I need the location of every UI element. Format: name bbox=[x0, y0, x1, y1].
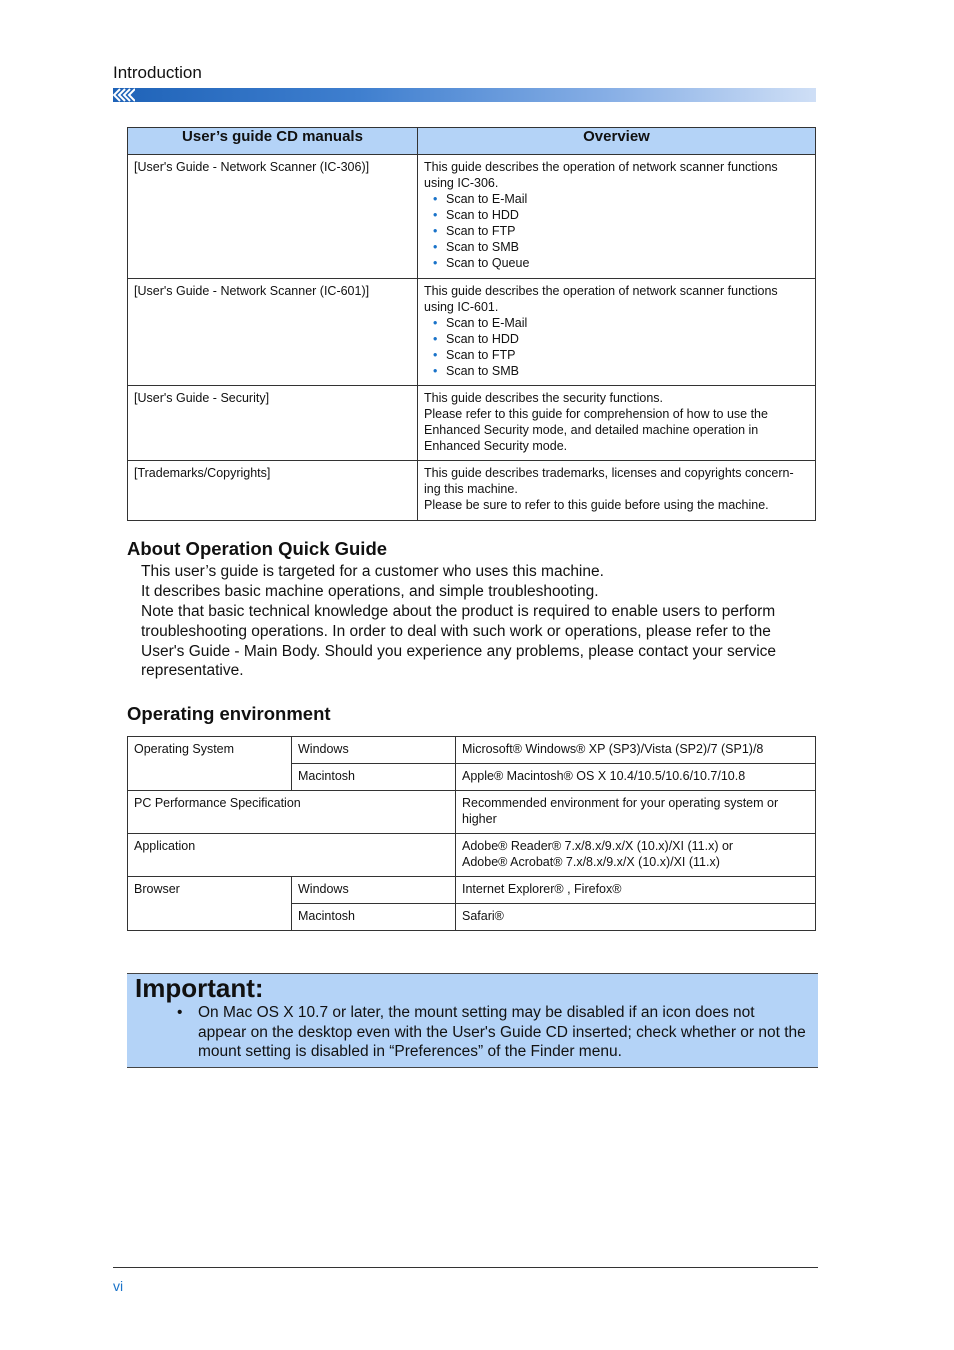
list-item: • Scan to SMB bbox=[433, 363, 809, 379]
list-item: • Scan to E-Mail bbox=[433, 191, 809, 207]
manual-name: [User's Guide - Network Scanner (IC-601)] bbox=[128, 279, 418, 386]
list-item: • Scan to SMB bbox=[433, 239, 809, 255]
os-mac-label: Macintosh bbox=[292, 764, 456, 791]
table-row bbox=[128, 386, 816, 461]
table-row bbox=[128, 791, 816, 834]
browser-windows-label: Windows bbox=[292, 877, 456, 904]
table-row bbox=[128, 461, 816, 521]
application-line: Adobe® Reader® 7.x/8.x/9.x/X (10.x)/XI (11.x) or bbox=[462, 839, 734, 853]
list-item: • Scan to HDD bbox=[433, 207, 809, 223]
footer-divider bbox=[113, 1267, 818, 1268]
about-heading: About Operation Quick Guide bbox=[127, 538, 388, 559]
table-row bbox=[128, 155, 816, 279]
pc-spec-value: Recommended environment for your operating system or higher bbox=[456, 791, 816, 834]
pc-spec-label: PC Performance Specification bbox=[128, 791, 456, 834]
manual-name: [User's Guide - Network Scanner (IC-306)] bbox=[128, 155, 418, 279]
browser-mac-value: Safari® bbox=[456, 904, 816, 931]
list-item: • Scan to E-Mail bbox=[433, 315, 809, 331]
important-note-box bbox=[127, 973, 818, 1068]
list-item: • Scan to FTP bbox=[433, 223, 809, 239]
environment-heading: Operating environment bbox=[127, 703, 331, 724]
overview-text: This guide describes trademarks, licenses and copyrights concern-ing this machine. bbox=[424, 466, 794, 496]
list-item: • Scan to FTP bbox=[433, 347, 809, 363]
application-line: Adobe® Acrobat® 7.x/8.x/9.x/X (10.x)/XI (11.x) bbox=[462, 855, 720, 869]
overview-text: This guide describes the operation of network scanner functions using IC-306. bbox=[424, 160, 778, 190]
feature-list bbox=[424, 315, 809, 379]
column-header: User’s guide CD manuals bbox=[128, 128, 418, 155]
os-windows-label: Windows bbox=[292, 737, 456, 764]
cd-manuals-table bbox=[127, 127, 816, 521]
os-label: Operating System bbox=[128, 737, 292, 791]
table-header-row bbox=[128, 128, 816, 155]
chevrons-icon bbox=[113, 88, 135, 102]
manual-overview bbox=[418, 461, 816, 521]
header-gradient-bar bbox=[113, 88, 816, 102]
paragraph: This user’s guide is targeted for a customer who uses this machine. bbox=[141, 563, 604, 580]
table-row bbox=[128, 834, 816, 877]
important-list bbox=[177, 1003, 807, 1062]
manual-overview bbox=[418, 279, 816, 386]
browser-label: Browser bbox=[128, 877, 292, 931]
table-row bbox=[128, 737, 816, 764]
overview-text: This guide describes the security functions. bbox=[424, 391, 664, 405]
table-row bbox=[128, 877, 816, 904]
browser-mac-label: Macintosh bbox=[292, 904, 456, 931]
overview-text: This guide describes the operation of network scanner functions using IC-601. bbox=[424, 284, 778, 314]
manual-overview bbox=[418, 155, 816, 279]
os-mac-value: Apple® Macintosh® OS X 10.4/10.5/10.6/10.7/10.8 bbox=[456, 764, 816, 791]
list-item: • Scan to Queue bbox=[433, 255, 809, 271]
application-label: Application bbox=[128, 834, 456, 877]
paragraph: It describes basic machine operations, and simple troubleshooting. bbox=[141, 583, 599, 601]
list-item: • Scan to HDD bbox=[433, 331, 809, 347]
manual-name: [User's Guide - Security] bbox=[128, 386, 418, 461]
manual-overview bbox=[418, 386, 816, 461]
overview-text: Please be sure to refer to this guide before using the machine. bbox=[424, 498, 769, 512]
page-number: vi bbox=[113, 1278, 124, 1294]
environment-table bbox=[127, 736, 816, 931]
list-item: • On Mac OS X 10.7 or later, the mount setting may be disabled if an icon does not appear on the desktop even with the User's Guide CD inserted; check whether or not the mount setting is disabled in “Preferences” of the Finder menu. bbox=[177, 1003, 807, 1062]
overview-text: Please refer to this guide for comprehension of how to use the Enhanced Security mode, and detailed machine operation in Enhanced Security mode. bbox=[424, 407, 768, 453]
section-title: Introduction bbox=[113, 63, 202, 82]
os-windows-value: Microsoft® Windows® XP (SP3)/Vista (SP2)/7 (SP1)/8 bbox=[456, 737, 816, 764]
manual-name: [Trademarks/Copyrights] bbox=[128, 461, 418, 521]
feature-list bbox=[424, 191, 809, 271]
important-title: Important: bbox=[135, 973, 264, 1003]
paragraph: Note that basic technical knowledge about the product is required to enable users to perform troubleshooting operations. In order to deal with such work or operations, please refer to the User's Guide - Main Body. Should you experience any problems, please contact your service representative. bbox=[141, 603, 777, 680]
about-body bbox=[141, 562, 813, 681]
table-row bbox=[128, 279, 816, 386]
column-header: Overview bbox=[418, 128, 816, 155]
application-value bbox=[456, 834, 816, 877]
browser-windows-value: Internet Explorer® , Firefox® bbox=[456, 877, 816, 904]
